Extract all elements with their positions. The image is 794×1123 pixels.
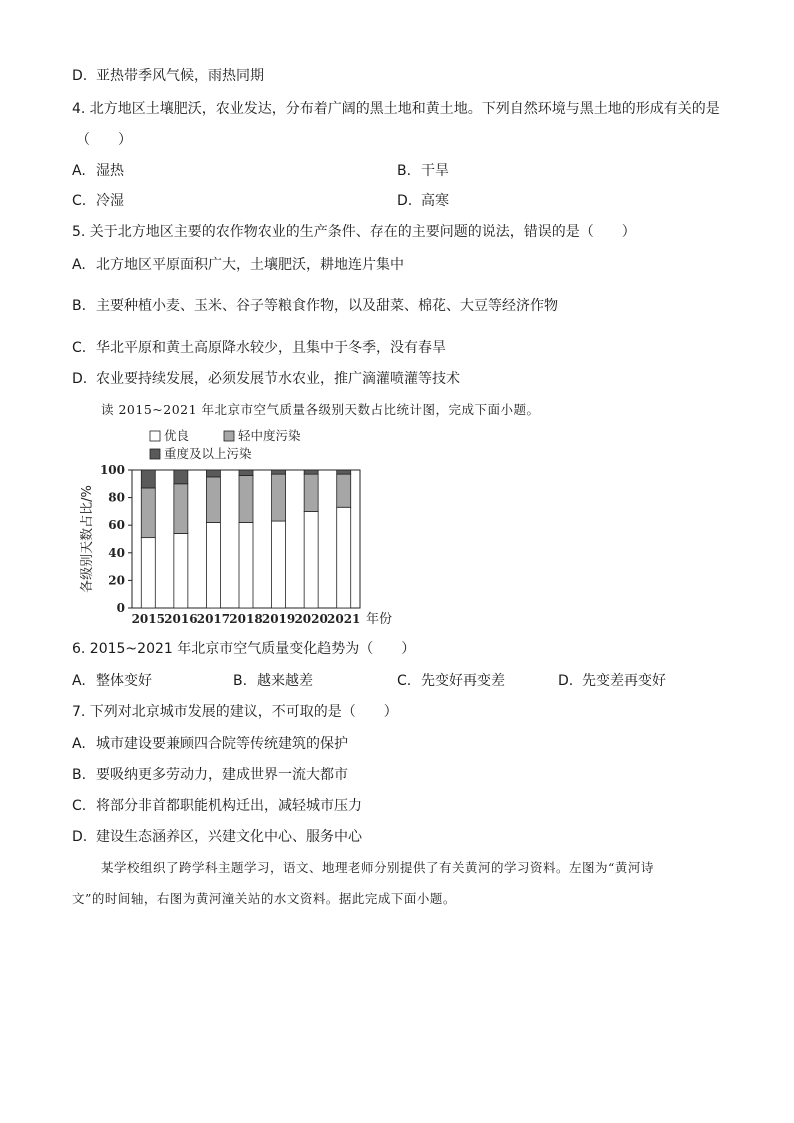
q7-option-a (72, 735, 348, 753)
bar-segment-heavy (174, 470, 188, 484)
q5-option-a (72, 256, 404, 274)
option-label: A. (72, 163, 86, 179)
option-text: 先变差再变好 (582, 673, 666, 689)
yellow-river-intro-line1: 某学校组织了跨学科主题学习，语文、地理老师分别提供了有关黄河的学习资料。左图为“黄河诗 (101, 860, 654, 875)
q5-option-d (72, 370, 460, 388)
bar-segment-good (141, 538, 155, 608)
bar-segment-heavy (239, 470, 253, 476)
x-tick-label: 2021 (327, 612, 361, 626)
option-label: D. (397, 193, 413, 209)
option-label: B. (397, 163, 412, 179)
option-text: 华北平原和黄土高原降水较少，且集中于冬季，没有春旱 (96, 340, 446, 356)
option-label: C. (72, 340, 87, 356)
option-label: C. (72, 798, 87, 814)
q4-answer-blank: （ ） (76, 132, 132, 148)
q6-option-b (233, 672, 313, 690)
q6-option-a (72, 672, 152, 690)
option-text: 亚热带季风气候，雨热同期 (96, 68, 264, 84)
option-label: A. (72, 257, 86, 273)
x-tick-label: 2017 (196, 612, 231, 626)
option-text: 干旱 (421, 163, 449, 179)
bar-segment-light-moderate (239, 476, 253, 523)
option-text: 湿热 (96, 163, 124, 179)
option-label: C. (72, 193, 87, 209)
option-text: 要吸纳更多劳动力，建成世界一流大都市 (96, 767, 348, 783)
q3-option-d (72, 67, 264, 85)
chart-intro: 读 2015~2021 年北京市空气质量各级别天数占比统计图，完成下面小题。 (101, 402, 540, 417)
q7-stem: 7. 下列对北京城市发展的建议，不可取的是（ ） (72, 704, 398, 720)
option-text: 高寒 (421, 193, 449, 209)
q4-stem: 4. 北方地区土壤肥沃，农业发达，分布着广阔的黑土地和黄土地。下列自然环境与黑土地的形成有关的是 (72, 101, 720, 117)
y-tick-label: 60 (108, 518, 125, 533)
option-label: C. (397, 673, 412, 689)
x-tick-label: 2015 (131, 612, 165, 626)
bar-segment-good (272, 521, 286, 608)
bar-segment-light-moderate (337, 474, 351, 507)
bar-segment-light-moderate (206, 477, 220, 523)
x-tick-label: 2018 (229, 612, 263, 626)
bar-segment-light-moderate (174, 484, 188, 534)
q6-stem: 6. 2015~2021 年北京市空气质量变化趋势为（ ） (72, 641, 416, 657)
bar-segment-good (239, 522, 253, 608)
x-tick-label: 2020 (294, 612, 328, 626)
option-label: D. (72, 371, 88, 387)
q4-option-b (397, 162, 449, 180)
q5-option-b (72, 297, 558, 315)
option-label: B. (233, 673, 248, 689)
q5-stem: 5. 关于北方地区主要的农作物农业的生产条件、存在的主要问题的说法，错误的是（ ） (72, 224, 636, 240)
q5-option-c (72, 339, 446, 357)
q6-option-d (558, 672, 666, 690)
q6-option-c (397, 672, 505, 690)
bar-segment-heavy (206, 470, 220, 477)
legend-swatch (150, 449, 160, 459)
option-text: 越来越差 (257, 673, 313, 689)
bar-segment-light-moderate (304, 474, 318, 511)
legend-swatch (150, 431, 160, 441)
q4-option-c (72, 192, 124, 210)
option-text: 将部分非首都职能机构迁出，减轻城市压力 (96, 798, 362, 814)
x-axis-label: 年份 (366, 612, 393, 626)
y-tick-label: 80 (108, 490, 125, 505)
option-text: 整体变好 (96, 673, 152, 689)
option-label: B. (72, 298, 87, 314)
legend-label: 重度及以上污染 (164, 446, 252, 461)
x-tick-label: 2016 (164, 612, 198, 626)
y-tick-label: 20 (108, 573, 125, 588)
y-tick-label: 0 (116, 601, 125, 615)
option-label: B. (72, 767, 87, 783)
bar-segment-heavy (141, 470, 155, 488)
y-axis-label: 各级别天数占比/% (80, 485, 95, 593)
option-label: A. (72, 673, 86, 689)
option-text: 农业要持续发展，必须发展节水农业，推广滴灌喷灌等技术 (96, 371, 460, 387)
bar-segment-good (174, 533, 188, 608)
legend-label: 轻中度污染 (238, 428, 301, 443)
bar-segment-light-moderate (141, 488, 155, 538)
yellow-river-intro-line2: 文”的时间轴，右图为黄河潼关站的水文资料。据此完成下面小题。 (72, 891, 456, 906)
option-label: A. (72, 736, 86, 752)
option-label: D. (72, 68, 88, 84)
air-quality-chart (76, 426, 396, 626)
bar-segment-light-moderate (272, 474, 286, 521)
legend-label: 优良 (164, 428, 190, 443)
y-tick-label: 40 (108, 545, 125, 560)
bar-segment-good (206, 522, 220, 608)
option-label: D. (72, 829, 88, 845)
x-tick-label: 2019 (261, 612, 296, 626)
q4-option-a (72, 162, 124, 180)
option-text: 城市建设要兼顾四合院等传统建筑的保护 (96, 736, 348, 752)
option-text: 先变好再变差 (421, 673, 505, 689)
bar-segment-heavy (272, 470, 286, 474)
q7-option-d (72, 828, 362, 846)
bar-segment-heavy (304, 470, 318, 474)
legend-swatch (224, 431, 234, 441)
option-text: 冷湿 (96, 193, 124, 209)
q7-option-c (72, 797, 362, 815)
option-text: 主要种植小麦、玉米、谷子等粮食作物，以及甜菜、棉花、大豆等经济作物 (96, 298, 558, 314)
option-text: 建设生态涵养区，兴建文化中心、服务中心 (96, 829, 362, 845)
q7-option-b (72, 766, 348, 784)
option-text: 北方地区平原面积广大，土壤肥沃，耕地连片集中 (96, 257, 404, 273)
bar-segment-heavy (337, 470, 351, 474)
option-label: D. (558, 673, 574, 689)
y-tick-label: 100 (99, 463, 125, 477)
q4-option-d (397, 192, 449, 210)
bar-segment-good (304, 511, 318, 608)
bar-segment-good (337, 507, 351, 608)
